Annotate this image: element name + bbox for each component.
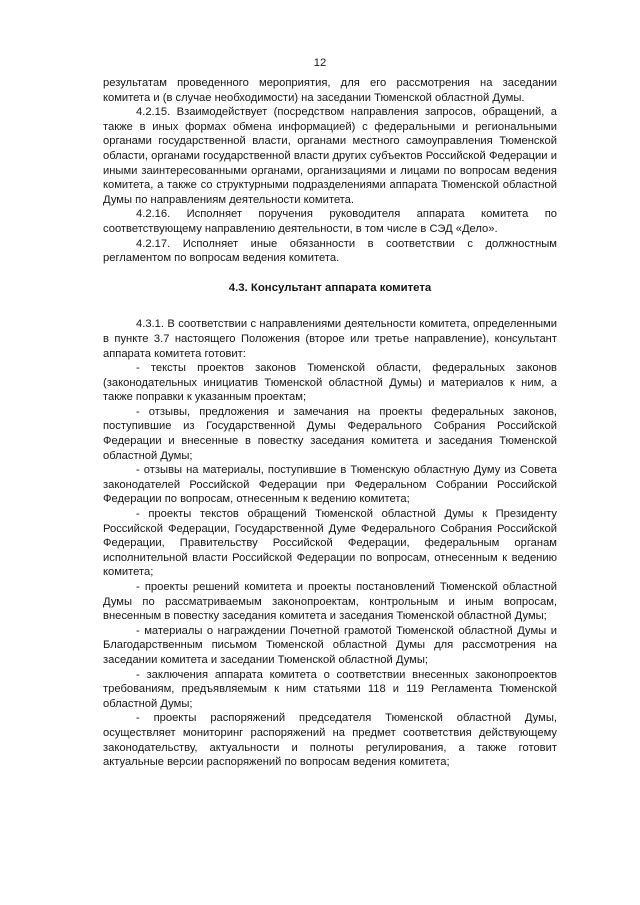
list-item-appeals: - проекты текстов обращений Тюменской областной Думы к Президенту Российской Федерации, Государственной Думе Федерального Собрания Российской Федерации, Правительству Российской Федерации, федеральным органам исполнительной власти Российской Федерации по вопросам, отнесенным к ведению комитета; bbox=[103, 508, 557, 579]
list-item-council-reviews: - отзывы на материалы, поступившие в Тюменскую областную Думу из Совета законодателей Российской Федерации при Федеральном Собрании Российской Федерации по вопросам, отнесенным к ведению комитета; bbox=[103, 464, 557, 506]
section-heading-4-3: 4.3. Консультант аппарата комитета bbox=[228, 281, 432, 294]
list-item-awards: - материалы о награждении Почетной грамотой Тюменской областной Думы и Благодарственным письмом Тюменской областной Думы для рассмотрения на заседании комитета и заседании Тюменской областной Думы; bbox=[103, 624, 557, 666]
paragraph-4-2-17: 4.2.17. Исполняет иные обязанности в соответствии с должностным регламентом по вопросам ведения комитета. bbox=[103, 237, 557, 265]
paragraph-4-3-1: 4.3.1. В соответствии с направлениями деятельности комитета, определенными в пункте 3.7 настоящего Положения (второе или третье направление), консультант аппарата комитета готовит: bbox=[103, 318, 557, 360]
list-item-conclusions: - заключения аппарата комитета о соответствии внесенных законопроектов требованиям, предъявляемым к ним статьями 118 и 119 Регламента Тюменской областной Думы; bbox=[103, 668, 557, 710]
paragraph-4-2-16: 4.2.16. Исполняет поручения руководителя аппарата комитета по соответствующему направлению деятельности, в том числе в СЭД «Дело». bbox=[103, 208, 557, 235]
page-number: 12 bbox=[313, 57, 327, 69]
list-item-draft-laws: - тексты проектов законов Тюменской области, федеральных законов (законодательных инициатив Тюменской областной Думы) и материалов к ним, а также поправки к указанным проектам; bbox=[103, 362, 557, 404]
list-item-resolutions: - проекты решений комитета и проекты постановлений Тюменской областной Думы по рассматриваемым законопроектам, контрольным и иным вопросам, внесенным в повестку заседания комитета и заседания Тюменской областной Думы; bbox=[103, 581, 557, 623]
list-item-federal-reviews: - отзывы, предложения и замечания на проекты федеральных законов, поступившие из Государственной Думы Федерального Собрания Российской Федерации и внесенные в повестку заседания комитета и заседания Тюменской областной Думы; bbox=[103, 405, 557, 462]
list-item-orders: - проекты распоряжений председателя Тюменской областной Думы, осуществляет мониторинг распоряжений на предмет соответствия действующему законодательству, актуальности и полноты регулирования, а также готовит актуальные версии распоряжений по вопросам ведения комитета; bbox=[103, 712, 557, 769]
paragraph-continuation: результатам проведенного мероприятия, для его рассмотрения на заседании комитета и (в случае необходимости) на заседании Тюменской областной Думы. bbox=[103, 77, 557, 104]
document-body bbox=[103, 76, 557, 770]
paragraph-4-2-15: 4.2.15. Взаимодействует (посредством направления запросов, обращений, а также в иных формах обмена информацией) с федеральными и региональными органами государственной власти, органами местного самоуправления Тюменской области, органами государственной власти других субъектов Российской Федерации и иными заинтересованными органами, организациями и лицами по вопросам ведения комитета, а также со структурными подразделениями аппарата Тюменской областной Думы по направлениям деятельности комитета. bbox=[103, 106, 557, 206]
